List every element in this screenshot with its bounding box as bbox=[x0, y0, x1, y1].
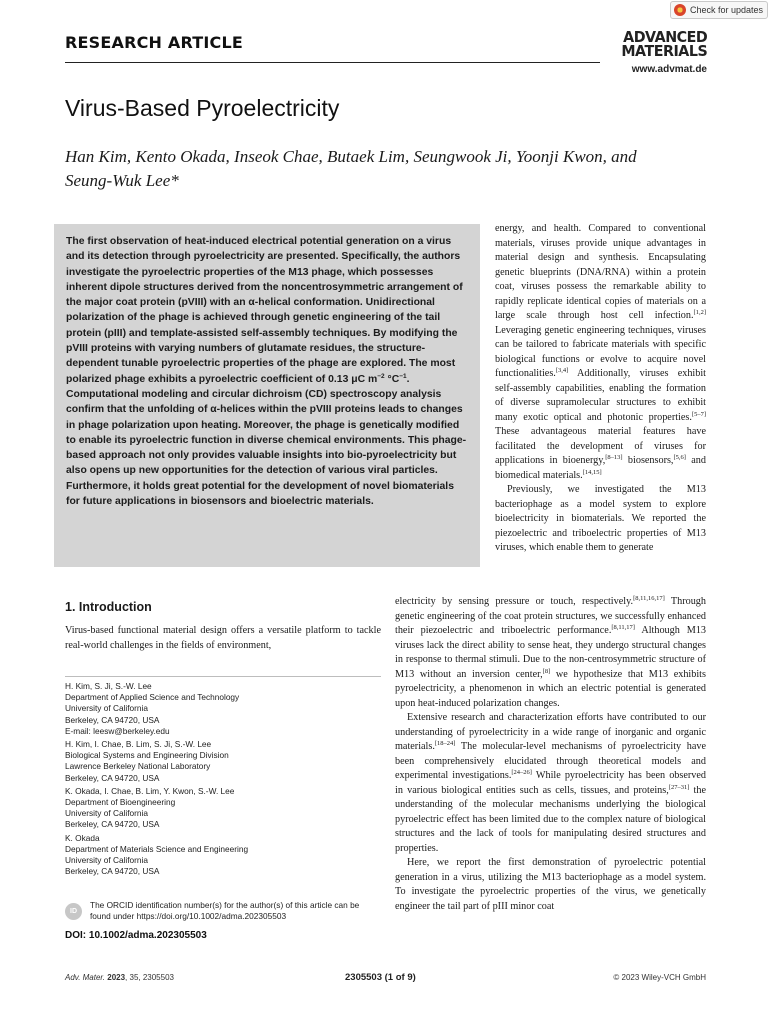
header-divider bbox=[65, 62, 600, 63]
affiliation-block bbox=[65, 681, 381, 737]
affiliation-line: University of California bbox=[65, 855, 148, 866]
abstract-text-2: °C bbox=[384, 373, 400, 385]
affiliation-line: Department of Materials Science and Engineering bbox=[65, 843, 249, 854]
abstract-text-3: . Computational modeling and circular dichroism (CD) spectroscopy analysis confirm that the unfolding of α-helices within the pVIII proteins leads to changes in phage polarization upon heating. Moreover, the phage is genetically modified to enable its pyroelectric function in diverse chemical environments. This phage-based approach not only provides valuable insights into bio-pyroelectricity but also opens up new opportunities for the detection of various viral particles. Furthermore, it holds great potential for the development of novel biomaterials for future applications in biosensors and bioelectric materials. bbox=[66, 373, 467, 508]
body-text: Additionally, viruses exhibit self-assembly capabilities, enabling the formation of diverse supramolecular structures to exhibit many exotic optical and photonic properties. bbox=[495, 368, 706, 423]
citation-ref[interactable]: [5–7] bbox=[691, 410, 706, 418]
affiliation-block bbox=[65, 833, 381, 878]
body-text: Extensive research and characterization efforts have contributed to our understanding of pyroelectricity in a wide range of inorganic and organic materials. bbox=[395, 712, 706, 752]
orcid-note bbox=[65, 900, 381, 922]
affiliation-block bbox=[65, 786, 381, 831]
affiliation-line: Lawrence Berkeley National Laboratory bbox=[65, 761, 211, 772]
body-text: we hypothesize that M13 exhibits pyroelectricity, a phenomenon in which an electric potential is generated upon heat-induced polarization changes. bbox=[395, 668, 706, 709]
body-paragraph: Here, we report the first demonstration of pyroelectric potential generation in a virus, utilizing the M13 bacteriophage as a model system. To investigate the pyroelectric properties of the virus, we genetically engineer the tail part of pIII minor coat bbox=[395, 857, 706, 912]
citation-ref[interactable]: [8] bbox=[542, 667, 551, 675]
footer-volume: , 35, 2305503 bbox=[125, 973, 174, 982]
footer-citation bbox=[65, 973, 174, 982]
affiliation-line: K. Okada bbox=[65, 832, 100, 843]
orcid-text[interactable]: The ORCID identification number(s) for the author(s) of this article can be found under https://doi.org/10.1002/adma.202305503 bbox=[90, 900, 360, 922]
body-text: Leveraging genetic engineering techniques, viruses can be tailored to fabricate materials with specific biological functions or evolve to acquire novel functionalities. bbox=[495, 324, 706, 379]
journal-url[interactable]: www.advmat.de bbox=[631, 64, 707, 75]
body-paragraph bbox=[495, 222, 706, 483]
right-column-bottom bbox=[395, 595, 706, 914]
right-column-top bbox=[495, 222, 706, 556]
affiliation-line: University of California bbox=[65, 703, 148, 714]
journal-logo bbox=[603, 30, 708, 58]
affiliation-list bbox=[65, 681, 381, 879]
body-text: energy, and health. Compared to conventional materials, viruses provide unique advantages in material design and synthesis. Encapsulating genetic blueprints (DNA/RNA) within a protein coat, viruses possess the remarkable ability to rapidly replicate identical copies of materials on a large scale through host cell infection. bbox=[495, 223, 706, 321]
affiliation-line: H. Kim, I. Chae, B. Lim, S. Ji, S.-W. Lee bbox=[65, 739, 212, 750]
body-text: electricity by sensing pressure or touch, respectively. bbox=[395, 596, 634, 607]
body-text: and biomedical materials. bbox=[495, 455, 706, 481]
crossmark-icon bbox=[674, 4, 686, 16]
footer-year: 2023 bbox=[107, 973, 126, 982]
citation-ref[interactable]: [8,11,17] bbox=[611, 624, 635, 631]
orcid-icon: ID bbox=[65, 903, 82, 920]
abstract-text-1: The first observation of heat-induced electrical potential generation on a virus and its detection through pyroelectricity are presented. Specifically, the authors investigate the pyroelectric properties of the M13 phage, which possesses inherent dipole structures derived from the noncentrosymmetric arrangement of the major coat protein (pVIII) with an α-helical conformation. Unidirectional polarization of the phage is achieved through genetic engineering of the tail protein (pIII) and template-assisted self-assembly techniques. By modifying the pVIII proteins with varying numbers of glutamate residues, the structure-dependent tunable pyroelectric properties of the phage are explored. The most polarized phage exhibits a pyroelectric coefficient of 0.13 μC m bbox=[66, 236, 463, 385]
body-paragraph bbox=[395, 711, 706, 856]
citation-ref[interactable]: [14,15] bbox=[582, 468, 602, 476]
body-paragraph bbox=[395, 595, 706, 711]
check-for-updates-button[interactable] bbox=[670, 1, 768, 19]
affiliation-line: Berkeley, CA 94720, USA bbox=[65, 714, 160, 725]
body-text: the understanding of the molecular mechanisms underlying the biological pyroelectric effect has been limited due to the complex nature of biological structures and the lack of tools for manipulating desired structures and properties. bbox=[395, 784, 706, 854]
doi-link[interactable]: DOI: 10.1002/adma.202305503 bbox=[65, 930, 207, 941]
affiliation-line: Berkeley, CA 94720, USA bbox=[65, 819, 160, 830]
author-list: Han Kim, Kento Okada, Inseok Chae, Butaek Lim, Seungwook Ji, Yoonji Kwon, and Seung-Wuk Lee* bbox=[65, 147, 637, 190]
affiliation-line: Department of Applied Science and Technology bbox=[65, 692, 240, 703]
affiliation-line: K. Okada, I. Chae, B. Lim, Y. Kwon, S.-W. Lee bbox=[65, 785, 235, 796]
body-paragraph: Previously, we investigated the M13 bacteriophage as a model system to explore bioelectricity in biomaterials. We reported the piezoelectric and triboelectric properties of M13 viruses, which enable them to generate bbox=[495, 484, 706, 553]
affiliation-line: University of California bbox=[65, 808, 148, 819]
journal-logo-line1: ADVANCED bbox=[623, 28, 708, 46]
check-updates-label: Check for updates bbox=[690, 5, 764, 15]
article-type-label: RESEARCH ARTICLE bbox=[65, 33, 244, 52]
abstract-sup-2: −1 bbox=[399, 372, 407, 380]
footer-journal: Adv. Mater. bbox=[65, 973, 106, 982]
page-number: 2305503 (1 of 9) bbox=[345, 972, 416, 983]
intro-paragraph: Virus-based functional material design offers a versatile platform to tackle real-world challenges in the fields of environment, bbox=[65, 625, 381, 651]
copyright: © 2023 Wiley-VCH GmbH bbox=[613, 973, 706, 982]
body-text: While pyroelectricity has been observed in various biological entities such as cells, tissues, and proteins, bbox=[395, 770, 706, 796]
citation-ref[interactable]: [1,2] bbox=[693, 309, 706, 316]
citation-ref[interactable]: [18–24] bbox=[434, 740, 456, 747]
body-text: Although M13 viruses lack the direct ability to sense heat, they undergo structural changes in response to thermal stimuli. Due to the non-centrosymmetric structure of M13 without an inversion center, bbox=[395, 625, 707, 680]
affiliation-divider bbox=[65, 676, 381, 677]
affiliation-line: Berkeley, CA 94720, USA bbox=[65, 772, 160, 783]
affiliation-line: Biological Systems and Engineering Division bbox=[65, 750, 229, 761]
affiliation-line: Department of Bioengineering bbox=[65, 797, 176, 808]
citation-ref[interactable]: [27–31] bbox=[668, 783, 690, 791]
citation-ref[interactable]: [8–13] bbox=[605, 454, 623, 461]
body-text: biosensors, bbox=[622, 455, 674, 466]
journal-logo-line2: MATERIALS bbox=[621, 42, 708, 60]
body-text: The molecular-level mechanisms of pyroelectricity have been comprehensively elucidated through theoretical models and experimental investigations. bbox=[395, 741, 706, 781]
section-heading-introduction: 1. Introduction bbox=[65, 600, 152, 614]
affiliation-line: H. Kim, S. Ji, S.-W. Lee bbox=[65, 681, 152, 691]
affiliation-line: Berkeley, CA 94720, USA bbox=[65, 866, 160, 877]
body-text: These advantageous material features have facilitated the development of viruses for applications in bioenergy, bbox=[495, 426, 706, 466]
body-text: Through genetic engineering of the coat protein structures, we successfully enhanced their piezoelectric and triboelectric performance. bbox=[395, 596, 706, 636]
affiliation-email[interactable]: E-mail: leesw@berkeley.edu bbox=[65, 725, 170, 736]
abstract-sup-1: −2 bbox=[377, 372, 385, 380]
citation-ref[interactable]: [3,4] bbox=[555, 367, 569, 374]
affiliation-block bbox=[65, 739, 381, 784]
abstract-box bbox=[54, 224, 480, 567]
citation-ref[interactable]: [24–26] bbox=[511, 769, 532, 776]
citation-ref[interactable]: [8,11,16,17] bbox=[633, 595, 665, 602]
citation-ref[interactable]: [5,6] bbox=[673, 454, 686, 461]
paper-title: Virus-Based Pyroelectricity bbox=[65, 95, 340, 121]
